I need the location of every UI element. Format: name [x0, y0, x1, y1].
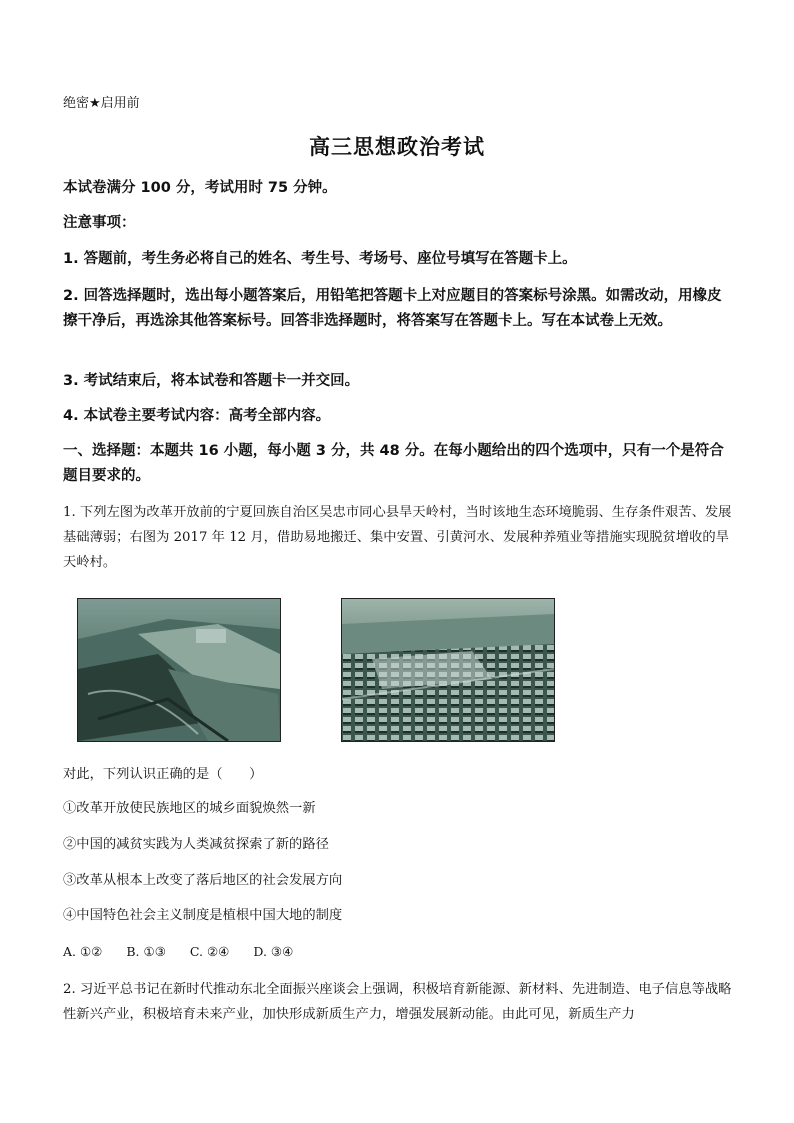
note-item: 4. 本试卷主要考试内容：高考全部内容。 — [63, 408, 331, 424]
choice-c[interactable]: C. ②④ — [189, 944, 230, 959]
question-1-stem: 1. 下列左图为改革开放前的宁夏回族自治区吴忠市同心县旱天岭村，当时该地生态环境脆弱、生存条件艰苦、发展基础薄弱；右图为 2017 年 12 月，借助易地搬迁、集中安置、引黄河水、发展种养殖业等措施实现脱贫增收的旱天岭村。 — [63, 505, 732, 570]
note-item: 1. 答题前，考生务必将自己的姓名、考生号、考场号、座位号填写在答题卡上。 — [63, 251, 577, 267]
section-heading: 一、选择题：本题共 16 小题，每小题 3 分，共 48 分。在每小题给出的四个选项中，只有一个是符合题目要求的。 — [63, 443, 724, 484]
choice-a[interactable]: A. ①② — [63, 944, 103, 959]
exam-title: 高三思想政治考试 — [309, 135, 485, 159]
question-2-stem: 2. 习近平总书记在新时代推动东北全面振兴座谈会上强调，积极培育新能源、新材料、先进制造、电子信息等战略性新兴产业，积极培育未来产业，加快形成新质生产力，增强发展新动能。由此可见，新质生产力 — [63, 982, 732, 1022]
note-item: 2. 回答选择题时，选出每小题答案后，用铅笔把答题卡上对应题目的答案标号涂黑。如需改动，用橡皮擦干净后，再选涂其他答案标号。回答非选择题时，将答案写在答题卡上。写在本试卷上无效。 — [63, 288, 722, 329]
confidential-label: 绝密★启用前 — [63, 96, 140, 111]
photo-village-before — [77, 598, 281, 742]
question-1-prompt: 对此，下列认识正确的是（ ） — [63, 767, 263, 782]
answer-choices — [63, 942, 313, 962]
choice-d[interactable]: D. ③④ — [253, 944, 294, 959]
exam-intro: 本试卷满分 100 分，考试用时 75 分钟。 — [63, 180, 337, 196]
choice-b[interactable]: B. ①③ — [126, 944, 166, 959]
statement: ①改革开放使民族地区的城乡面貌焕然一新 — [63, 801, 316, 816]
notes-heading: 注意事项： — [63, 215, 136, 231]
photo-village-after — [341, 598, 555, 742]
statement: ③改革从根本上改变了落后地区的社会发展方向 — [63, 873, 343, 888]
note-item: 3. 考试结束后，将本试卷和答题卡一并交回。 — [63, 373, 360, 389]
statement: ②中国的减贫实践为人类减贫探索了新的路径 — [63, 837, 329, 852]
statement: ④中国特色社会主义制度是植根中国大地的制度 — [63, 908, 343, 923]
